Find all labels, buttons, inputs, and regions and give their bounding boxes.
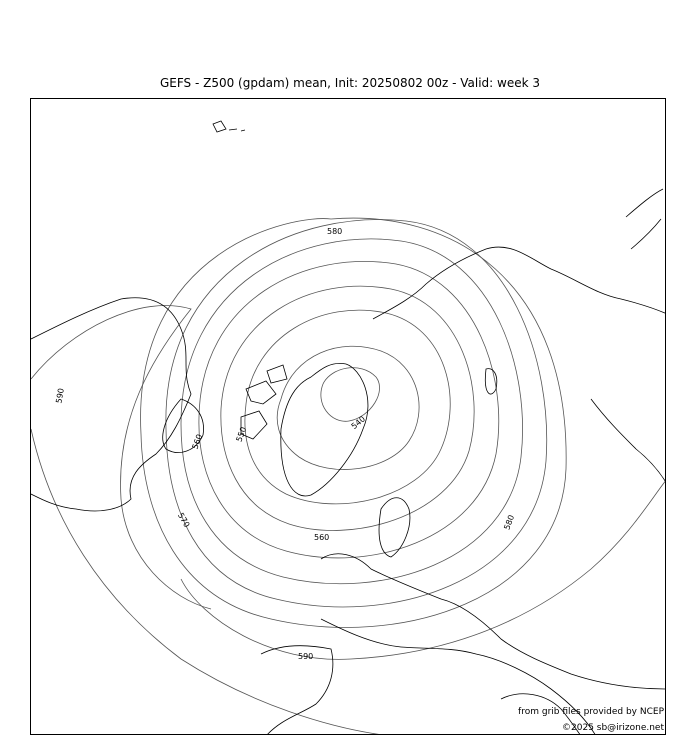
contour-540 — [321, 368, 380, 422]
chart-title: GEFS - Z500 (gpdam) mean, Init: 20250802 00z - Valid: week 3 — [159, 76, 541, 90]
contour-label: 590 — [54, 387, 66, 405]
contour-lines — [31, 218, 666, 735]
contour-label: 560 — [190, 432, 205, 451]
contour-label: 550 — [234, 425, 249, 444]
coastlines — [31, 121, 666, 735]
contour-570b — [181, 239, 523, 584]
contour-570a — [199, 261, 499, 557]
coast-alaska-islands — [213, 121, 245, 132]
copyright-credit: ©2025 sb@irizone.net — [562, 723, 664, 733]
coast-scandinavia — [379, 498, 410, 557]
contour-label: 580 — [327, 227, 343, 236]
coast-east-asia — [591, 399, 666, 484]
contour-580a — [166, 220, 547, 607]
contour-label: 570 — [175, 511, 192, 530]
contour-590-west — [31, 305, 211, 609]
coast-north-america — [31, 298, 191, 511]
coast-mediterranean — [321, 619, 596, 735]
coast-europe — [321, 554, 666, 689]
contour-outer — [31, 429, 391, 735]
map-canvas — [31, 99, 666, 735]
contour-label: 580 — [502, 513, 517, 532]
coast-japan — [626, 189, 663, 249]
map-frame — [30, 98, 666, 735]
contour-label: 560 — [314, 533, 330, 542]
contour-560b — [221, 286, 474, 530]
contour-label: 540 — [349, 414, 368, 432]
contour-label: 590 — [298, 652, 314, 661]
coast-eurasia — [373, 247, 666, 319]
data-source-credit: from grib files provided by NCEP — [518, 707, 664, 717]
